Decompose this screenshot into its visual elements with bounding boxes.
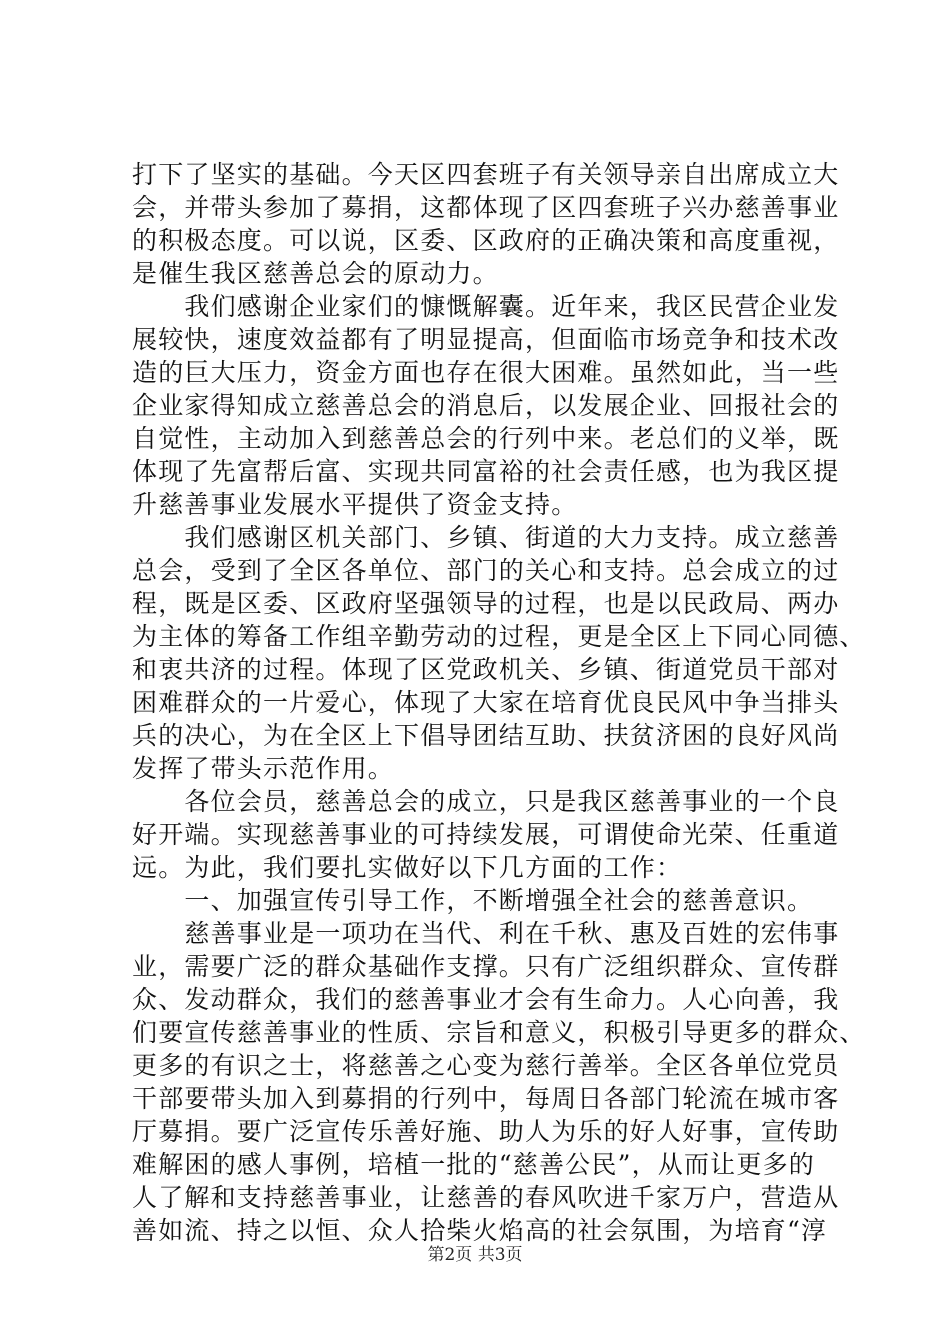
text-line: 和衷共济的过程。体现了区党政机关、乡镇、街道党员干部对 (132, 655, 840, 684)
text-line: 我们感谢区机关部门、乡镇、街道的大力支持。成立慈善 (132, 523, 840, 552)
text-line: 是催生我区慈善总会的原动力。 (132, 259, 499, 288)
text-line: 发挥了带头示范作用。 (132, 754, 395, 783)
text-line: 各位会员，慈善总会的成立，只是我区慈善事业的一个良 (132, 787, 840, 816)
text-line: 为主体的筹备工作组辛勤劳动的过程，更是全区上下同心同德、 (132, 622, 866, 651)
text-line: 一、加强宣传引导工作，不断增强全社会的慈善意识。 (132, 886, 814, 915)
text-line: 难解困的感人事例，培植一批的“慈善公民”，从而让更多的 (132, 1150, 815, 1179)
text-line: 善如流、持之以恒、众人拾柴火焰高的社会氛围，为培育“淳 (132, 1216, 828, 1245)
page-footer: 第2页 共3页 (427, 1245, 523, 1265)
text-line: 造的巨大压力，资金方面也存在很大困难。虽然如此，当一些 (132, 358, 840, 387)
text-line: 远。为此，我们要扎实做好以下几方面的工作： (132, 853, 683, 882)
text-line: 体现了先富帮后富、实现共同富裕的社会责任感，也为我区提 (132, 457, 840, 486)
text-line: 总会，受到了全区各单位、部门的关心和支持。总会成立的过 (132, 556, 840, 585)
text-line: 程，既是区委、区政府坚强领导的过程，也是以民政局、两办 (132, 589, 840, 618)
text-line: 升慈善事业发展水平提供了资金支持。 (132, 490, 578, 519)
body-text (132, 158, 866, 1247)
text-line: 困难群众的一片爱心，体现了大家在培育优良民风中争当排头 (132, 688, 840, 717)
text-line: 干部要带头加入到募捐的行列中，每周日各部门轮流在城市客 (132, 1084, 840, 1113)
text-line: 企业家得知成立慈善总会的消息后，以发展企业、回报社会的 (132, 391, 840, 420)
text-line: 们要宣传慈善事业的性质、宗旨和意义，积极引导更多的群众、 (132, 1018, 866, 1047)
text-line: 厅募捐。要广泛宣传乐善好施、助人为乐的好人好事，宣传助 (132, 1117, 840, 1146)
text-line: 更多的有识之士，将慈善之心变为慈行善举。全区各单位党员 (132, 1051, 840, 1080)
text-line: 人了解和支持慈善事业，让慈善的春风吹进千家万户，营造从 (132, 1183, 840, 1212)
text-line: 我们感谢企业家们的慷慨解囊。近年来，我区民营企业发 (132, 292, 840, 321)
text-line: 的积极态度。可以说，区委、区政府的正确决策和高度重视， (132, 226, 840, 255)
text-line: 好开端。实现慈善事业的可持续发展，可谓使命光荣、任重道 (132, 820, 840, 849)
text-line: 兵的决心，为在全区上下倡导团结互助、扶贫济困的良好风尚 (132, 721, 840, 750)
text-line: 慈善事业是一项功在当代、利在千秋、惠及百姓的宏伟事 (132, 919, 840, 948)
text-line: 众、发动群众，我们的慈善事业才会有生命力。人心向善，我 (132, 985, 840, 1014)
text-line: 自觉性，主动加入到慈善总会的行列中来。老总们的义举，既 (132, 424, 840, 453)
text-line: 打下了坚实的基础。今天区四套班子有关领导亲自出席成立大 (132, 160, 840, 189)
text-line: 会，并带头参加了募捐，这都体现了区四套班子兴办慈善事业 (132, 193, 840, 222)
text-line: 展较快，速度效益都有了明显提高，但面临市场竞争和技术改 (132, 325, 840, 354)
text-line: 业，需要广泛的群众基础作支撑。只有广泛组织群众、宣传群 (132, 952, 840, 981)
